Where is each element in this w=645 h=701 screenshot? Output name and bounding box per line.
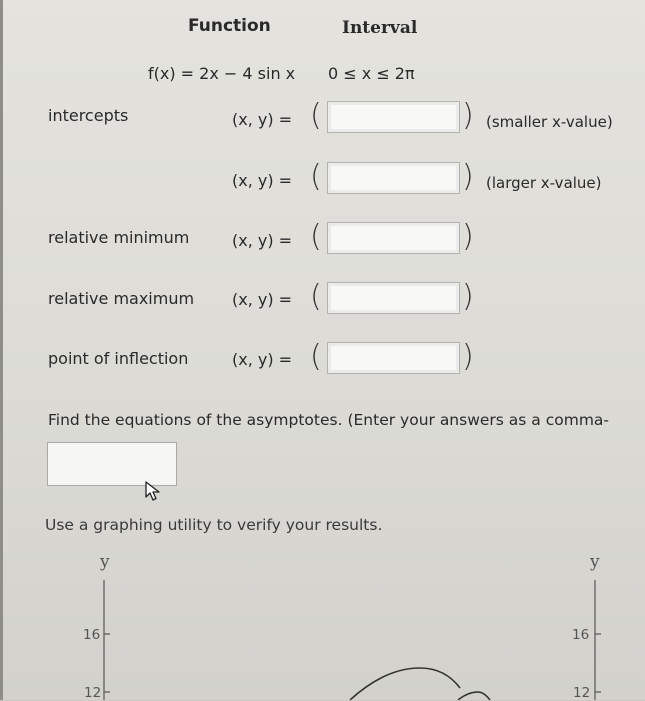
relative-minimum-xy-label: (x, y) = — [232, 231, 293, 250]
relative-minimum-open-paren: ( — [310, 219, 322, 254]
relative-minimum-input[interactable] — [327, 222, 460, 254]
intercepts-label: intercepts — [48, 106, 129, 125]
relative-maximum-label: relative maximum — [48, 289, 195, 308]
point-of-inflection-xy-label: (x, y) = — [232, 350, 293, 369]
point-of-inflection-open-paren: ( — [310, 339, 322, 374]
intercept-2-xy-label: (x, y) = — [232, 171, 293, 190]
intercept-1-xy-label: (x, y) = — [232, 110, 293, 129]
intercept-2-close-paren: ) — [462, 159, 474, 194]
right-graph-tick-label-16: 16 — [572, 627, 590, 643]
left-graph-curve — [350, 668, 460, 700]
verify-instruction: Use a graphing utility to verify your results. — [45, 516, 383, 534]
intercept-2-open-paren: ( — [310, 159, 322, 194]
interval-expression: 0 ≤ x ≤ 2π — [328, 64, 415, 83]
right-graph-curve — [458, 692, 490, 700]
function-expression: f(x) = 2x − 4 sin x — [148, 64, 296, 83]
intercept-1-close-paren: ) — [462, 98, 474, 133]
intercept-2-hint: (larger x-value) — [486, 174, 602, 192]
relative-maximum-close-paren: ) — [462, 279, 474, 314]
relative-minimum-close-paren: ) — [462, 219, 474, 254]
relative-maximum-open-paren: ( — [310, 279, 322, 314]
left-graph-y-label: y — [100, 552, 110, 572]
intercept-2-input[interactable] — [327, 162, 460, 194]
interval-column-header: Interval — [342, 18, 418, 38]
point-of-inflection-input[interactable] — [327, 342, 460, 374]
function-column-header: Function — [188, 16, 271, 36]
intercept-1-open-paren: ( — [310, 98, 322, 133]
relative-minimum-label: relative minimum — [48, 228, 190, 247]
asymptotes-question: Find the equations of the asymptotes. (Enter your answers as a comma- — [48, 411, 610, 429]
intercept-1-input[interactable] — [327, 101, 460, 133]
intercept-1-hint: (smaller x-value) — [486, 113, 613, 131]
left-graph-tick-label-12: 12 — [84, 685, 102, 701]
left-graph-tick-label-16: 16 — [83, 627, 101, 643]
right-graph-y-label: y — [590, 552, 600, 572]
relative-maximum-xy-label: (x, y) = — [232, 290, 293, 309]
right-graph-tick-label-12: 12 — [573, 685, 591, 701]
mouse-cursor-icon — [143, 480, 163, 502]
graphs-area — [0, 540, 645, 700]
point-of-inflection-close-paren: ) — [462, 339, 474, 374]
point-of-inflection-label: point of inflection — [48, 349, 189, 368]
relative-maximum-input[interactable] — [327, 282, 460, 314]
